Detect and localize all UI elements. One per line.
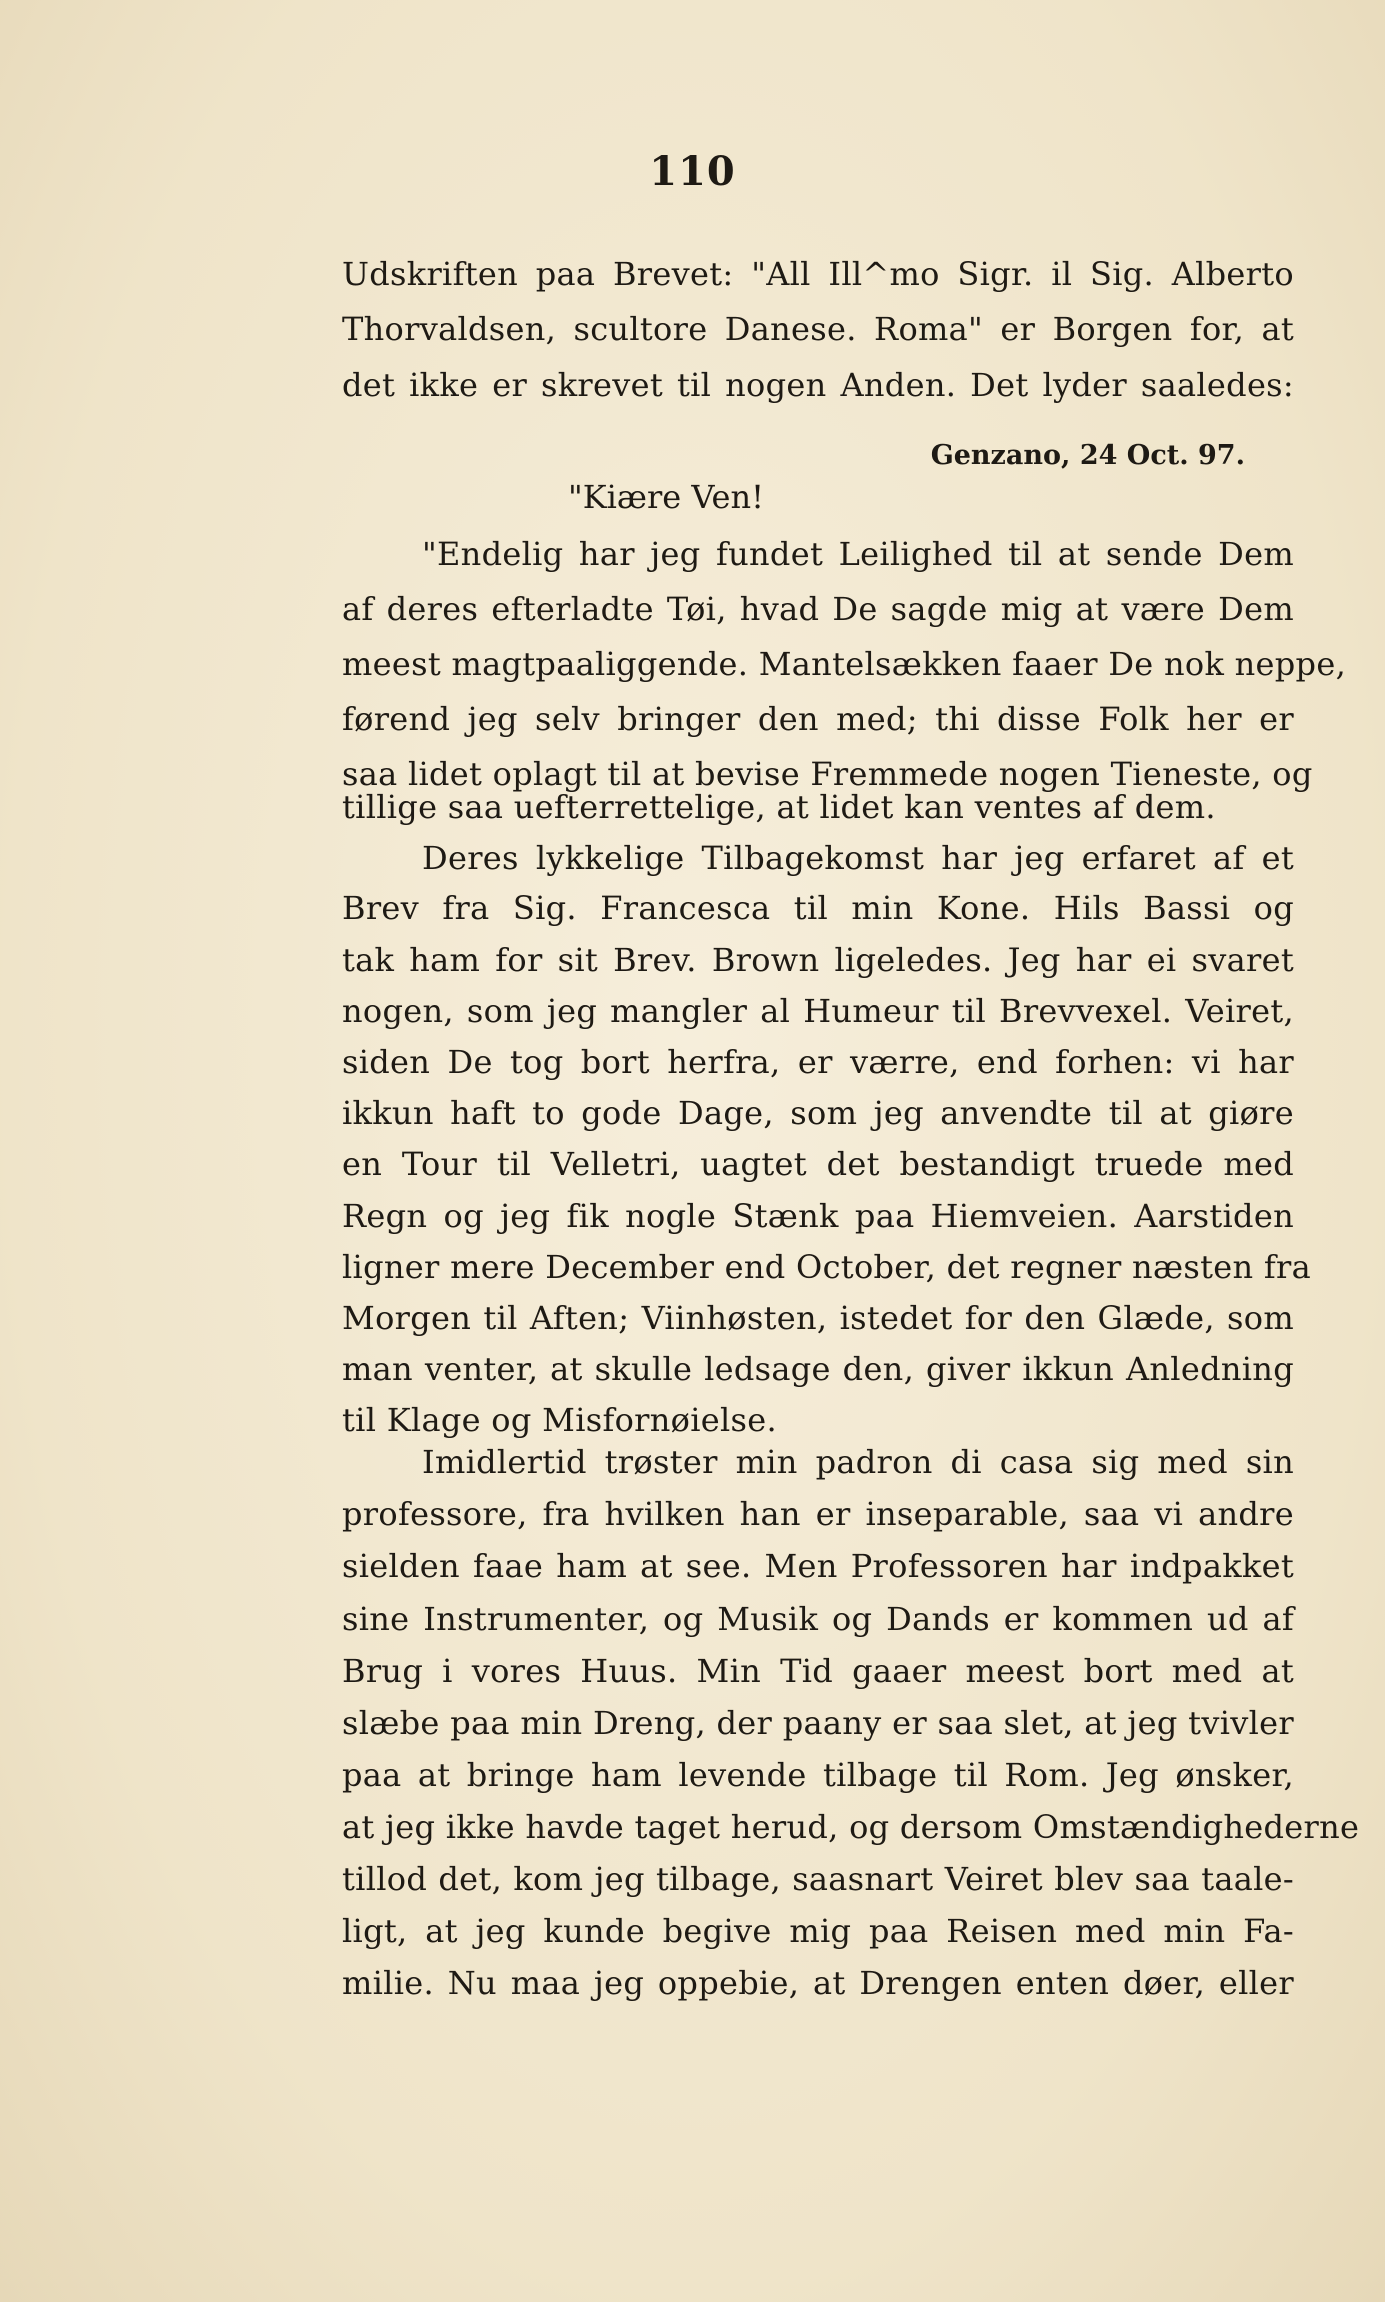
paragraph-2-line: Deres lykkelige Tilbagekomst har jeg erfaret af et	[422, 839, 1294, 877]
paragraph-2-line: Brev fra Sig. Francesca til min Kone. Hils Bassi og	[342, 889, 1294, 927]
intro-line: Udskriften paa Brevet: "All Ill^mo Sigr. il Sig. Alberto	[342, 255, 1294, 293]
paragraph-1-line: førend jeg selv bringer den med; thi disse Folk her er	[342, 700, 1294, 738]
paragraph-1-line: tillige saa uefterrettelige, at lidet kan ventes af dem.	[342, 788, 1216, 826]
paragraph-2-line: Regn og jeg fik nogle Stænk paa Hiemveien. Aarstiden	[342, 1197, 1294, 1235]
paragraph-3-line: paa at bringe ham levende tilbage til Rom. Jeg ønsker,	[342, 1756, 1294, 1794]
paragraph-2-line: til Klage og Misfornøielse.	[342, 1401, 777, 1439]
paragraph-3-line: slæbe paa min Dreng, der paany er saa slet, at jeg tvivler	[342, 1704, 1294, 1742]
paragraph-2-line: ikkun haft to gode Dage, som jeg anvendte til at giøre	[342, 1094, 1294, 1132]
paragraph-3-line: sielden faae ham at see. Men Professoren har indpakket	[342, 1547, 1294, 1585]
paragraph-1-line: af deres efterladte Tøi, hvad De sagde mig at være Dem	[342, 590, 1294, 628]
paragraph-1-line: saa lidet oplagt til at bevise Fremmede nogen Tieneste, og	[342, 755, 1313, 793]
paragraph-2-line: siden De tog bort herfra, er værre, end forhen: vi har	[342, 1043, 1294, 1081]
paragraph-3-line: tillod det, kom jeg tilbage, saasnart Veiret blev saa taale-	[342, 1860, 1294, 1898]
paragraph-1-line: "Endelig har jeg fundet Leilighed til at sende Dem	[422, 535, 1294, 573]
paragraph-2-line: tak ham for sit Brev. Brown ligeledes. Jeg har ei svaret	[342, 941, 1294, 979]
letter-salutation: "Kiære Ven!	[568, 478, 764, 516]
paragraph-3-line: sine Instrumenter, og Musik og Dands er kommen ud af	[342, 1600, 1294, 1638]
paragraph-3-line: professore, fra hvilken han er inseparable, saa vi andre	[342, 1495, 1294, 1533]
paragraph-2-line: nogen, som jeg mangler al Humeur til Brevvexel. Veiret,	[342, 992, 1294, 1030]
paragraph-3-line: milie. Nu maa jeg oppebie, at Drengen enten døer, eller	[342, 1964, 1294, 2002]
paragraph-3-line: Imidlertid trøster min padron di casa sig med sin	[422, 1443, 1294, 1481]
paragraph-3-line: at jeg ikke havde taget herud, og dersom Omstændighederne	[342, 1808, 1360, 1846]
intro-line: Thorvaldsen, scultore Danese. Roma" er Borgen for, at	[342, 310, 1294, 348]
paragraph-2-line: man venter, at skulle ledsage den, giver ikkun Anledning	[342, 1350, 1294, 1388]
intro-line: det ikke er skrevet til nogen Anden. Det lyder saaledes:	[342, 366, 1294, 404]
paragraph-1-line: meest magtpaaliggende. Mantelsækken faaer De nok neppe,	[342, 645, 1347, 683]
paragraph-2-line: ligner mere December end October, det regner næsten fra	[342, 1248, 1311, 1286]
paragraph-2-line: en Tour til Velletri, uagtet det bestandigt truede med	[342, 1145, 1294, 1183]
paragraph-3-line: Brug i vores Huus. Min Tid gaaer meest bort med at	[342, 1652, 1294, 1690]
paragraph-2-line: Morgen til Aften; Viinhøsten, istedet for den Glæde, som	[342, 1299, 1294, 1337]
page-number: 110	[649, 148, 736, 195]
paragraph-3-line: ligt, at jeg kunde begive mig paa Reisen med min Fa-	[342, 1912, 1294, 1950]
letter-dateline: Genzano, 24 Oct. 97.	[930, 440, 1245, 471]
